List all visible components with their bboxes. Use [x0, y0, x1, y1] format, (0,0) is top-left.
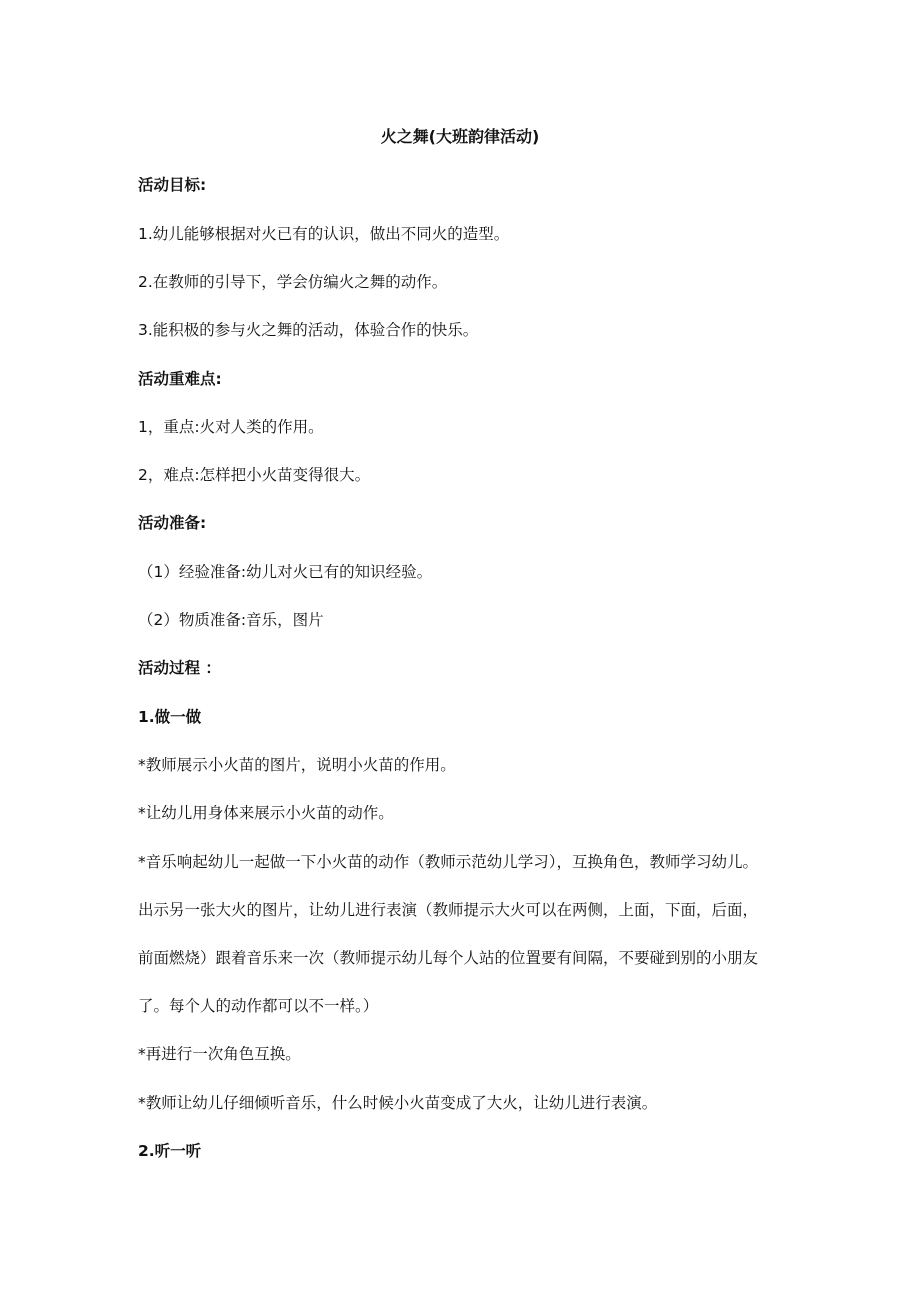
heading-process: 活动过程 ：: [138, 659, 221, 677]
document-title: 火之舞(大班韵律活动): [380, 127, 540, 146]
heading-activity-goals: 活动目标:: [138, 176, 207, 194]
goal-item-3: 3.能积极的参与火之舞的活动，体验合作的快乐。: [138, 321, 479, 339]
goal-item-1: 1.幼儿能够根据对火已有的认识，做出不同火的造型。: [138, 225, 510, 243]
process-line-8: *教师让幼儿仔细倾听音乐，什么时候小火苗变成了大火，让幼儿进行表演。: [138, 1094, 658, 1112]
preparation-item-2: （2）物质准备:音乐，图片: [138, 611, 324, 629]
process-line-2: *让幼儿用身体来展示小火苗的动作。: [138, 804, 394, 822]
process-line-7: *再进行一次角色互换。: [138, 1045, 301, 1063]
heading-key-points: 活动重难点:: [138, 370, 222, 388]
process-line-3: *音乐响起幼儿一起做一下小火苗的动作（教师示范幼儿学习），互换角色，教师学习幼儿。: [138, 853, 759, 871]
process-line-1: *教师展示小火苗的图片，说明小火苗的作用。: [138, 756, 456, 774]
subheading-do-it: 1.做一做: [138, 708, 202, 726]
key-point-2: 2，难点:怎样把小火苗变得很大。: [138, 466, 371, 484]
process-line-5: 前面燃烧）跟着音乐来一次（教师提示幼儿每个人站的位置要有间隔，不要碰到别的小朋友: [138, 949, 759, 967]
subheading-listen: 2.听一听: [138, 1142, 202, 1160]
heading-preparation: 活动准备:: [138, 514, 207, 532]
process-line-4: 出示另一张大火的图片，让幼儿进行表演（教师提示大火可以在两侧，上面，下面，后面，: [138, 901, 759, 919]
key-point-1: 1，重点:火对人类的作用。: [138, 418, 324, 436]
goal-item-2: 2.在教师的引导下，学会仿编火之舞的动作。: [138, 273, 448, 291]
preparation-item-1: （1）经验准备:幼儿对火已有的知识经验。: [138, 563, 433, 581]
process-line-6: 了。每个人的动作都可以不一样。）: [138, 997, 379, 1015]
